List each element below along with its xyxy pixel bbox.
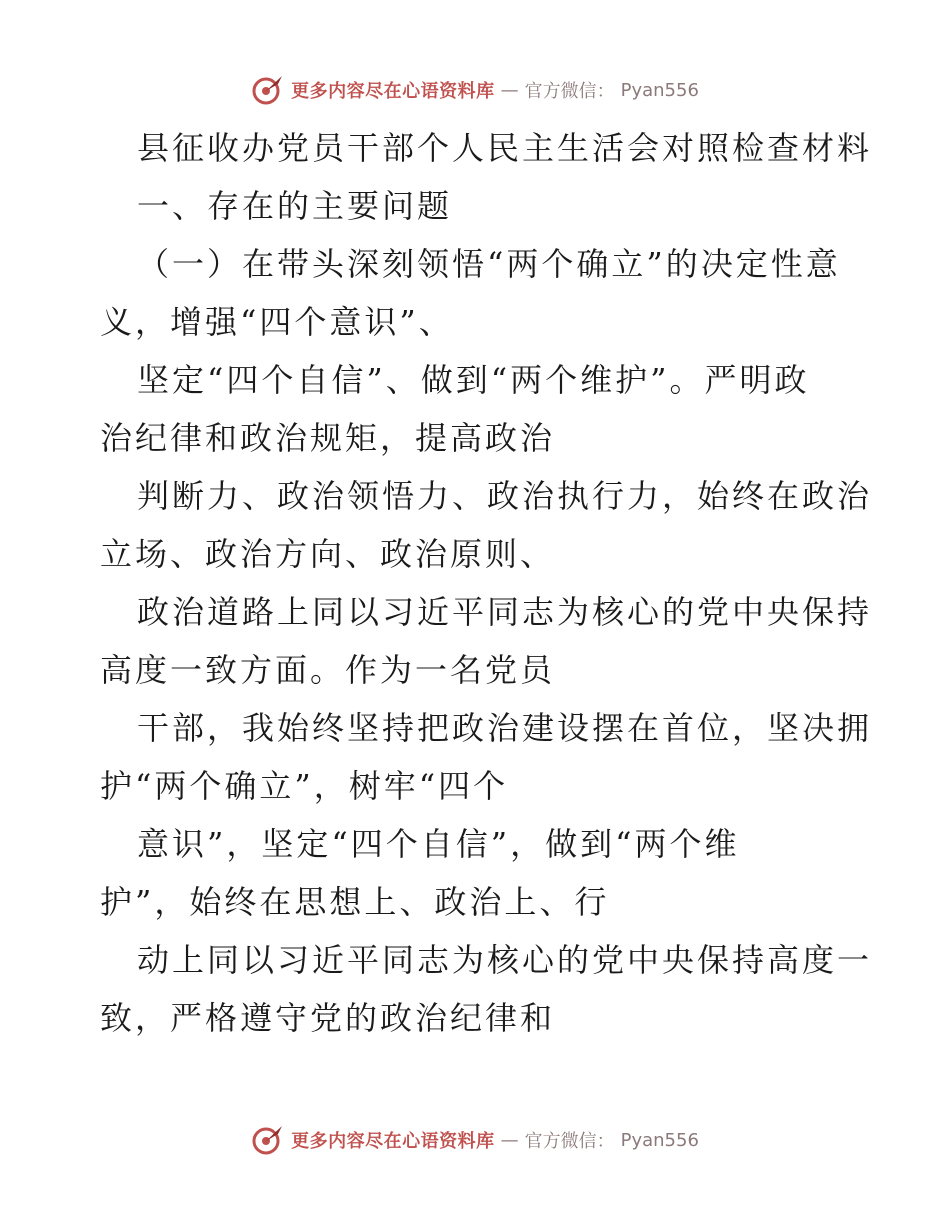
- quill-logo-icon: [251, 73, 285, 107]
- banner-sub-label: 官方微信：: [524, 1131, 615, 1152]
- paragraph-line: 判断力、政治领悟力、政治执行力，始终在政治: [137, 477, 873, 515]
- section-heading: 一、存在的主要问题: [137, 187, 453, 225]
- paragraph-line: 动上同以习近平同志为核心的党中央保持高度一: [137, 941, 873, 979]
- paragraph-line: 立场、政治方向、政治原则、: [100, 535, 556, 573]
- banner-main-text: 更多内容尽在心语资料库: [291, 81, 495, 102]
- banner-dash: —: [500, 1129, 519, 1151]
- paragraph-line: 意识”，坚定“四个自信”，做到“两个维: [137, 825, 740, 863]
- paragraph-line: 高度一致方面。作为一名党员: [100, 651, 556, 689]
- banner-sub-label: 官方微信：: [524, 81, 615, 102]
- quill-logo-icon: [251, 1123, 285, 1157]
- paragraph-line: 干部，我始终坚持把政治建设摆在首位，坚决拥: [137, 709, 873, 747]
- banner-wechat-id: Pyan556: [620, 1129, 699, 1151]
- banner-dash: —: [500, 79, 519, 101]
- paragraph-line: 政治道路上同以习近平同志为核心的党中央保持: [137, 593, 873, 631]
- document-title: 县征收办党员干部个人民主生活会对照检查材料: [137, 129, 873, 167]
- header-watermark-banner: [0, 70, 950, 110]
- paragraph-line: 护”，始终在思想上、政治上、行: [100, 883, 610, 921]
- paragraph-line: 护“两个确立”，树牢“四个: [100, 767, 509, 805]
- paragraph-line: 坚定“四个自信”、做到“两个维护”。严明政: [137, 361, 810, 399]
- paragraph-line: （一）在带头深刻领悟“两个确立”的决定性意: [137, 245, 841, 283]
- paragraph-line: 治纪律和政治规矩，提高政治: [100, 419, 556, 457]
- footer-watermark-banner: [0, 1120, 950, 1160]
- banner-main-text: 更多内容尽在心语资料库: [291, 1131, 495, 1152]
- paragraph-line: 致，严格遵守党的政治纪律和: [100, 999, 556, 1037]
- banner-wechat-id: Pyan556: [620, 79, 699, 101]
- paragraph-line: 义，增强“四个意识”、: [100, 303, 454, 341]
